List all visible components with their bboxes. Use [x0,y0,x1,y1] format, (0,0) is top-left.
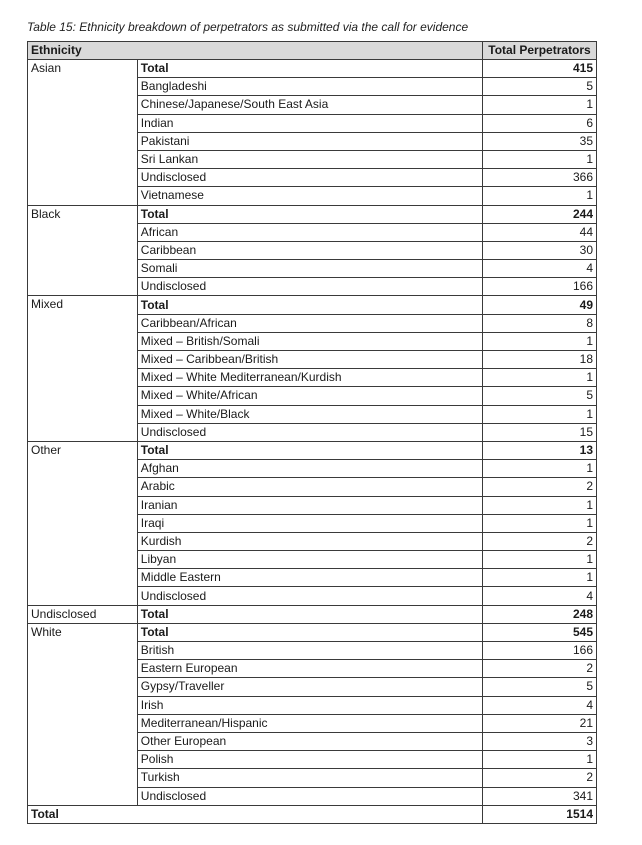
subgroup-label-cell: Mixed – White/Black [137,405,482,423]
subgroup-label-cell: Polish [137,751,482,769]
subgroup-label-cell: Gypsy/Traveller [137,678,482,696]
subgroup-label-cell: Total [137,605,482,623]
perpetrator-count-cell: 4 [483,587,597,605]
subgroup-label-cell: Indian [137,114,482,132]
subgroup-label-cell: Irish [137,696,482,714]
perpetrator-count-cell: 2 [483,478,597,496]
subgroup-label-cell: Total [137,205,482,223]
subgroup-label-cell: Total [137,441,482,459]
subgroup-label-cell: Mixed – British/Somali [137,332,482,350]
perpetrator-count-cell: 8 [483,314,597,332]
subgroup-label-cell: Total [137,60,482,78]
subgroup-label-cell: Undisclosed [137,787,482,805]
subgroup-label-cell: Undisclosed [137,278,482,296]
subgroup-label-cell: Vietnamese [137,187,482,205]
ethnicity-group-cell: Undisclosed [28,605,138,623]
perpetrator-count-cell: 3 [483,732,597,750]
perpetrator-count-cell: 44 [483,223,597,241]
ethnicity-group-cell: Black [28,205,138,296]
perpetrator-count-cell: 1 [483,460,597,478]
perpetrator-count-cell: 1 [483,332,597,350]
subgroup-label-cell: Mixed – Caribbean/British [137,351,482,369]
perpetrator-count-cell: 15 [483,423,597,441]
subgroup-label-cell: Libyan [137,551,482,569]
perpetrator-count-cell: 18 [483,351,597,369]
header-ethnicity: Ethnicity [28,42,483,60]
perpetrator-count-cell: 1 [483,150,597,168]
table-row-total [28,605,597,623]
subgroup-label-cell: Bangladeshi [137,78,482,96]
table-caption: Table 15: Ethnicity breakdown of perpetrators as submitted via the call for evidence [27,20,469,34]
perpetrator-count-cell: 1 [483,551,597,569]
ethnicity-group-cell: White [28,623,138,805]
subgroup-label-cell: Afghan [137,460,482,478]
perpetrator-count-cell: 166 [483,278,597,296]
perpetrators-table [27,41,597,824]
perpetrator-count-cell: 1 [483,514,597,532]
perpetrator-count-cell: 5 [483,387,597,405]
perpetrator-count-cell: 2 [483,532,597,550]
perpetrator-count-cell: 1 [483,569,597,587]
header-total-perpetrators: Total Perpetrators [483,42,597,60]
subgroup-label-cell: Undisclosed [137,423,482,441]
subgroup-label-cell: Sri Lankan [137,150,482,168]
table-row-total [28,296,597,314]
subgroup-label-cell: Middle Eastern [137,569,482,587]
table-body [28,60,597,824]
perpetrator-count-cell: 35 [483,132,597,150]
subgroup-label-cell: Kurdish [137,532,482,550]
perpetrator-count-cell: 1 [483,751,597,769]
subgroup-label-cell: Undisclosed [137,169,482,187]
table-row-total [28,441,597,459]
perpetrator-count-cell: 166 [483,642,597,660]
perpetrator-count-cell: 1 [483,405,597,423]
subgroup-label-cell: Arabic [137,478,482,496]
perpetrator-count-cell: 366 [483,169,597,187]
perpetrator-count-cell: 1 [483,496,597,514]
grand-total-label: Total [28,805,483,823]
perpetrator-count-cell: 415 [483,60,597,78]
ethnicity-group-cell: Asian [28,60,138,206]
perpetrator-count-cell: 4 [483,260,597,278]
perpetrator-count-cell: 1 [483,187,597,205]
subgroup-label-cell: Total [137,623,482,641]
table-row-grand-total [28,805,597,823]
perpetrator-count-cell: 545 [483,623,597,641]
perpetrator-count-cell: 49 [483,296,597,314]
perpetrator-count-cell: 21 [483,714,597,732]
table-row-total [28,205,597,223]
perpetrator-count-cell: 248 [483,605,597,623]
ethnicity-group-cell: Mixed [28,296,138,442]
perpetrator-count-cell: 6 [483,114,597,132]
perpetrator-count-cell: 5 [483,678,597,696]
subgroup-label-cell: Mixed – White Mediterranean/Kurdish [137,369,482,387]
subgroup-label-cell: Mixed – White/African [137,387,482,405]
subgroup-label-cell: Undisclosed [137,587,482,605]
perpetrator-count-cell: 30 [483,241,597,259]
perpetrator-count-cell: 4 [483,696,597,714]
table-header-row [28,42,597,60]
subgroup-label-cell: Chinese/Japanese/South East Asia [137,96,482,114]
table-row-total [28,623,597,641]
perpetrator-count-cell: 2 [483,769,597,787]
subgroup-label-cell: Caribbean [137,241,482,259]
grand-total-value: 1514 [483,805,597,823]
subgroup-label-cell: Other European [137,732,482,750]
subgroup-label-cell: Mediterranean/Hispanic [137,714,482,732]
subgroup-label-cell: British [137,642,482,660]
subgroup-label-cell: Pakistani [137,132,482,150]
ethnicity-group-cell: Other [28,441,138,605]
perpetrator-count-cell: 2 [483,660,597,678]
perpetrator-count-cell: 1 [483,369,597,387]
perpetrator-count-cell: 341 [483,787,597,805]
subgroup-label-cell: Total [137,296,482,314]
subgroup-label-cell: Turkish [137,769,482,787]
perpetrator-count-cell: 13 [483,441,597,459]
subgroup-label-cell: African [137,223,482,241]
perpetrator-count-cell: 1 [483,96,597,114]
table-row-total [28,60,597,78]
subgroup-label-cell: Iraqi [137,514,482,532]
subgroup-label-cell: Eastern European [137,660,482,678]
subgroup-label-cell: Caribbean/African [137,314,482,332]
perpetrator-count-cell: 5 [483,78,597,96]
subgroup-label-cell: Somali [137,260,482,278]
subgroup-label-cell: Iranian [137,496,482,514]
perpetrator-count-cell: 244 [483,205,597,223]
